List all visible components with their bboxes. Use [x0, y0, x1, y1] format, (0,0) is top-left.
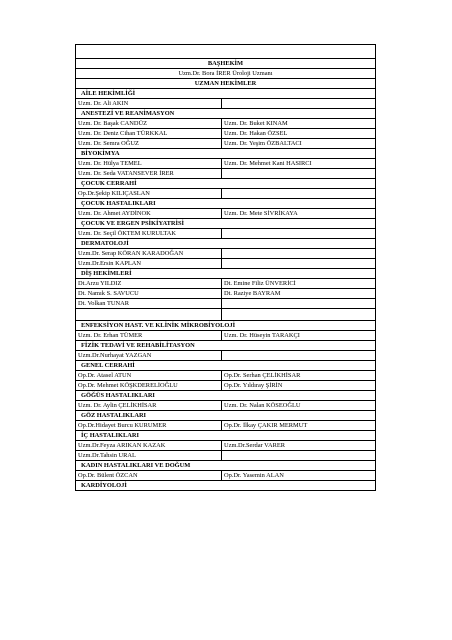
- doctor-name-right: Uzm. Dr. Mehmet Kani HASIRCI: [222, 159, 376, 169]
- doctor-row: [76, 289, 376, 299]
- doctor-row: [76, 159, 376, 169]
- doctor-row: [76, 129, 376, 139]
- department-heading: GÖZ HASTALIKLARI: [76, 411, 376, 421]
- department-heading-row: [76, 461, 376, 471]
- doctor-row: [76, 401, 376, 411]
- doctor-name-left: Uzm.Dr.Tahsin URAL: [76, 451, 222, 461]
- blank-row: [76, 309, 376, 321]
- doctor-row: [76, 381, 376, 391]
- doctor-name-left: Uzm. Dr. Hülya TEMEL: [76, 159, 222, 169]
- doctor-name-right: Dt. Raziye BAYRAM: [222, 289, 376, 299]
- doctor-name-right: [222, 229, 376, 239]
- department-heading: DERMATOLOJİ: [76, 239, 376, 249]
- department-heading-row: [76, 321, 376, 331]
- doctor-name-left: Uzm. Dr. Seda VATANSEVER İRER: [76, 169, 222, 179]
- doctor-name-right: [222, 99, 376, 109]
- doctor-name-left: Uzm. Dr. Seçil ÖKTEM KURULTAK: [76, 229, 222, 239]
- doctor-name-right: Uzm. Dr. Nalan KÖSEOĞLU: [222, 401, 376, 411]
- blank-cell: [76, 309, 222, 321]
- doctor-name-left: Uzm.Dr.Nurhayat YAZGAN: [76, 351, 222, 361]
- doctor-row: [76, 279, 376, 289]
- doctor-row: [76, 229, 376, 239]
- doctor-row: [76, 189, 376, 199]
- doctor-name-right: Uzm. Dr. Yeşim ÖZBALTACI: [222, 139, 376, 149]
- doctor-row: [76, 351, 376, 361]
- department-heading-row: [76, 391, 376, 401]
- department-heading-row: [76, 199, 376, 209]
- doctor-name-left: Uzm.Dr.Feyza ARIKAN KAZAK: [76, 441, 222, 451]
- doctor-row: [76, 169, 376, 179]
- doctor-name-right: Uzm. Dr. Hüseyin TARAKÇI: [222, 331, 376, 341]
- department-heading-row: [76, 361, 376, 371]
- doctor-name-right: Op.Dr. Yıldıray ŞİRİN: [222, 381, 376, 391]
- doctor-name-right: [222, 169, 376, 179]
- doctor-name-left: Op.Dr. Atasel ATUN: [76, 371, 222, 381]
- doctor-row: [76, 331, 376, 341]
- blank-cell: [222, 309, 376, 321]
- doctor-name-left: Dt.Arzu YILDIZ: [76, 279, 222, 289]
- department-heading-row: [76, 179, 376, 189]
- doctor-name-right: Uzm. Dr. Hakan ÖZSEL: [222, 129, 376, 139]
- department-heading: GÖĞÜS HASTALIKLARI: [76, 391, 376, 401]
- doctor-name-left: Uzm. Dr. Başak CANDÜZ: [76, 119, 222, 129]
- department-heading: ENFEKSİYON HAST. VE KLİNİK MİKROBİYOLOJİ: [76, 321, 376, 331]
- doctor-name-left: Op.Dr.Şekip KILIÇASLAN: [76, 189, 222, 199]
- doctor-name-left: Op.Dr. Mehmet KÖŞKDERELİOĞLU: [76, 381, 222, 391]
- department-heading-row: [76, 149, 376, 159]
- department-heading-row: [76, 89, 376, 99]
- doctor-row: [76, 441, 376, 451]
- doctor-row: [76, 471, 376, 481]
- doctor-name-right: [222, 299, 376, 309]
- doctor-row: [76, 209, 376, 219]
- department-heading-row: [76, 239, 376, 249]
- department-heading: FİZİK TEDAVİ VE REHABİLİTASYON: [76, 341, 376, 351]
- doctor-name-left: Uzm.Dr.Ersin KAPLAN: [76, 259, 222, 269]
- department-heading-row: [76, 341, 376, 351]
- title-row: [76, 59, 376, 69]
- doctor-row: [76, 259, 376, 269]
- doctor-name-left: Dt. Namık S. SAVUCU: [76, 289, 222, 299]
- doctor-name-right: [222, 189, 376, 199]
- department-heading: ÇOCUK HASTALIKLARI: [76, 199, 376, 209]
- department-heading: KARDİYOLOJİ: [76, 481, 376, 491]
- department-heading: GENEL CERRAHİ: [76, 361, 376, 371]
- doctor-row: [76, 421, 376, 431]
- staff-directory-body: [76, 45, 376, 491]
- doctor-name-left: Dt. Volkan TUNAR: [76, 299, 222, 309]
- doctor-name-right: Op.Dr. Serhan ÇELİKHİSAR: [222, 371, 376, 381]
- department-heading: KADIN HASTALIKLARI VE DOĞUM: [76, 461, 376, 471]
- doctor-row: [76, 99, 376, 109]
- doctor-name-right: [222, 249, 376, 259]
- doctor-row: [76, 139, 376, 149]
- department-heading-row: [76, 269, 376, 279]
- doctor-name-left: Uzm. Dr. Aylin ÇELİKHİSAR: [76, 401, 222, 411]
- doc-title: BAŞHEKİM: [76, 59, 376, 69]
- chief-physician: Uzm.Dr. Bora İRER Üroloji Uzmanı: [76, 69, 376, 79]
- doctor-name-left: Uzm. Dr. Semra OĞUZ: [76, 139, 222, 149]
- department-heading: ANESTEZİ VE REANİMASYON: [76, 109, 376, 119]
- doctor-name-right: Dt. Emine Filiz ÜNVERİCİ: [222, 279, 376, 289]
- department-heading: AİLE HEKİMLİĞİ: [76, 89, 376, 99]
- doctor-name-right: Uzm.Dr.Serdar VARER: [222, 441, 376, 451]
- doctor-name-left: Op.Dr.Hidayet Burcu KURUMER: [76, 421, 222, 431]
- doctor-name-left: Op.Dr. Bülent ÖZCAN: [76, 471, 222, 481]
- department-heading-row: [76, 109, 376, 119]
- experts-heading: UZMAN HEKİMLER: [76, 79, 376, 89]
- department-heading: ÇOCUK CERRAHİ: [76, 179, 376, 189]
- doctor-name-left: Uzm. Dr. Erhan TÜMER: [76, 331, 222, 341]
- chief-row: [76, 69, 376, 79]
- doctor-name-left: Uzm. Dr. Deniz Cihan TÜRKKAL: [76, 129, 222, 139]
- department-heading: İÇ HASTALIKLARI: [76, 431, 376, 441]
- doctor-name-right: Op.Dr. Yasemin ALAN: [222, 471, 376, 481]
- doctor-name-left: Uzm. Dr. Ahmet AYDİNOK: [76, 209, 222, 219]
- department-heading: DİŞ HEKİMLERİ: [76, 269, 376, 279]
- doctor-row: [76, 249, 376, 259]
- doctor-row: [76, 119, 376, 129]
- department-heading-row: [76, 411, 376, 421]
- doctor-name-right: [222, 351, 376, 361]
- doctor-row: [76, 451, 376, 461]
- doctor-row: [76, 299, 376, 309]
- doctor-name-right: [222, 259, 376, 269]
- department-heading-row: [76, 219, 376, 229]
- doctor-name-right: Uzm. Dr. Mete SİVRİKAYA: [222, 209, 376, 219]
- experts-heading-row: [76, 79, 376, 89]
- doctor-row: [76, 371, 376, 381]
- top-spacer-row: [76, 45, 376, 59]
- department-heading-row: [76, 431, 376, 441]
- doctor-name-left: Uzm. Dr. Ali AKIN: [76, 99, 222, 109]
- staff-directory-table: [75, 44, 376, 491]
- doctor-name-right: Op.Dr. İlkay ÇAKIR MERMUT: [222, 421, 376, 431]
- department-heading: BİYOKİMYA: [76, 149, 376, 159]
- department-heading: ÇOCUK VE ERGEN PSİKİYATRİSİ: [76, 219, 376, 229]
- doctor-name-right: [222, 451, 376, 461]
- spacer-cell: [76, 45, 376, 59]
- doctor-name-right: Uzm. Dr. Buket KINAM: [222, 119, 376, 129]
- doctor-name-left: Uzm.Dr. Serap KÖRAN KARADOĞAN: [76, 249, 222, 259]
- department-heading-row: [76, 481, 376, 491]
